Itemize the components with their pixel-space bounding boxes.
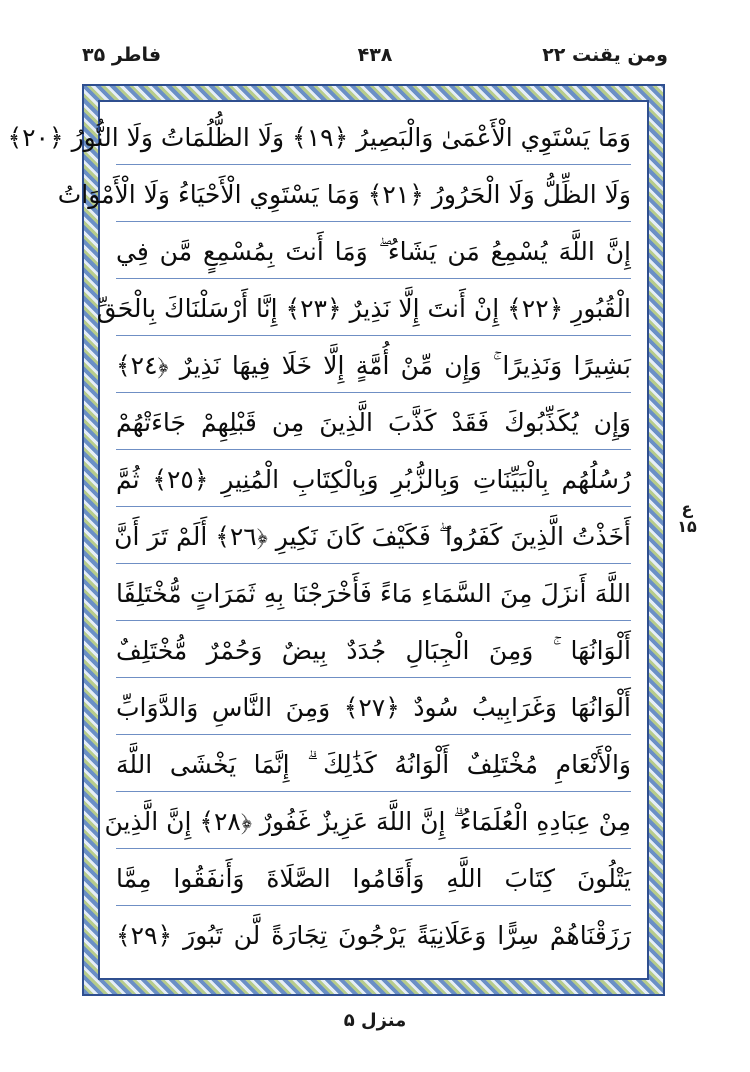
verse-line: وَالْأَنْعَامِ مُخْتَلِفٌ أَلْوَانُهُ كَذَٰلِكَ ۗ إِنَّمَا يَخْشَى اللَّهَ <box>116 735 631 792</box>
surah-name: فاطر ۳۵ <box>82 44 162 66</box>
verse-line: اللَّهَ أَنزَلَ مِنَ السَّمَاءِ مَاءً فَأَخْرَجْنَا بِهِ ثَمَرَاتٍ مُّخْتَلِفًا <box>116 564 631 621</box>
verse-lines <box>7 102 647 978</box>
verse-line: أَلْوَانُهَا وَغَرَابِيبُ سُودٌ ﴿٢٧﴾ وَمِنَ النَّاسِ وَالدَّوَابِّ <box>116 678 631 735</box>
verse-line: إِنَّ اللَّهَ يُسْمِعُ مَن يَشَاءُ ۖ وَمَا أَنتَ بِمُسْمِعٍ مَّن فِي <box>116 222 631 279</box>
verse-line: رَزَقْنَاهُمْ سِرًّا وَعَلَانِيَةً يَرْجُونَ تِجَارَةً لَّن تَبُورَ ﴿٢٩﴾ <box>116 921 631 950</box>
text-panel <box>7 100 649 980</box>
verse-line: وَمَا يَسْتَوِي الْأَعْمَىٰ وَالْبَصِيرُ ﴿١٩﴾ وَلَا الظُّلُمَاتُ وَلَا النُّورُ ﴿٢٠﴾ <box>116 108 631 165</box>
verse-line: الْقُبُورِ ﴿٢٢﴾ إِنْ أَنتَ إِلَّا نَذِيرٌ ﴿٢٣﴾ إِنَّا أَرْسَلْنَاكَ بِالْحَقِّ <box>116 279 631 336</box>
manzil-footer: منزل ۵ <box>343 1010 407 1031</box>
verse-line: رُسُلُهُم بِالْبَيِّنَاتِ وَبِالزُّبُرِ وَبِالْكِتَابِ الْمُنِيرِ ﴿٢٥﴾ ثُمَّ <box>116 450 631 507</box>
ruku-marker: ع ۱۵ <box>677 499 697 536</box>
verse-line: يَتْلُونَ كِتَابَ اللَّهِ وَأَقَامُوا الصَّلَاةَ وَأَنفَقُوا مِمَّا <box>116 849 631 906</box>
verse-line: وَإِن يُكَذِّبُوكَ فَقَدْ كَذَّبَ الَّذِينَ مِن قَبْلِهِمْ جَاءَتْهُمْ <box>116 393 631 450</box>
verse-line: أَخَذْتُ الَّذِينَ كَفَرُوا ۖ فَكَيْفَ كَانَ نَكِيرِ ﴿٢٦﴾ أَلَمْ تَرَ أَنَّ <box>116 507 631 564</box>
verse-line: أَلْوَانُهَا ۚ وَمِنَ الْجِبَالِ جُدَدٌ بِيضٌ وَحُمْرٌ مُّخْتَلِفٌ <box>116 621 631 678</box>
verse-line: بَشِيرًا وَنَذِيرًا ۚ وَإِن مِّنْ أُمَّةٍ إِلَّا خَلَا فِيهَا نَذِيرٌ ﴿٢٤﴾ <box>116 336 631 393</box>
verse-line: وَلَا الظِّلُّ وَلَا الْحَرُورُ ﴿٢١﴾ وَمَا يَسْتَوِي الْأَحْيَاءُ وَلَا الْأَمْوَاتُ <box>116 165 631 222</box>
ornamental-border <box>7 84 665 996</box>
page-number: ۴۳۸ <box>357 44 393 66</box>
page-header <box>0 38 750 78</box>
verse-line: مِنْ عِبَادِهِ الْعُلَمَاءُ ۗ إِنَّ اللَّهَ عَزِيزٌ غَفُورٌ ﴿٢٨﴾ إِنَّ الَّذِينَ <box>116 792 631 849</box>
para-name: ومن يقنت ٢٢ <box>542 44 668 66</box>
